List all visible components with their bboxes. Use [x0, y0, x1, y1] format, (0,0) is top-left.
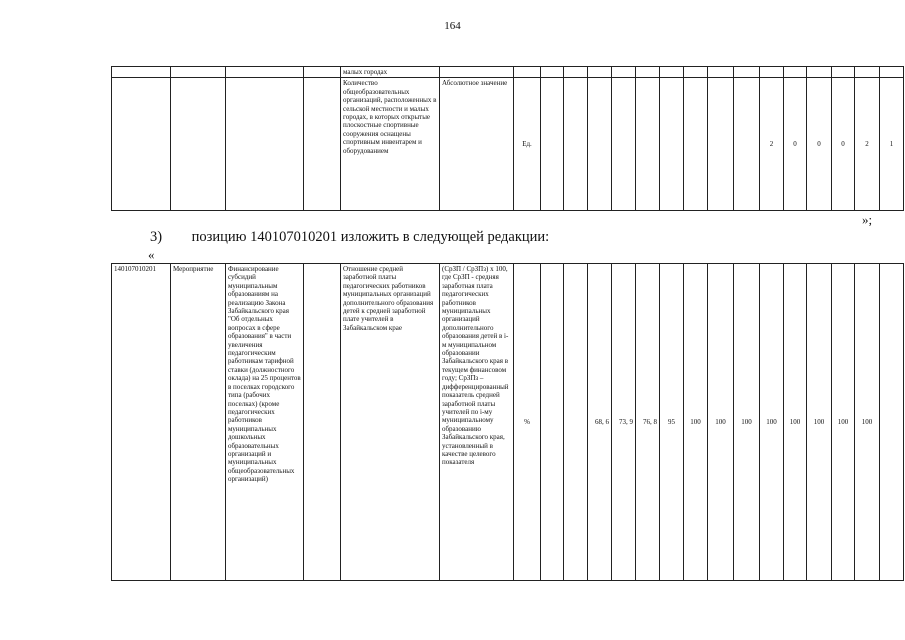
indicator-cell: Отношение средней заработной платы педагогических работников муниципальных организаций дополнительного образования детей к средней заработной плате учителей в Забайкальском крае [341, 264, 440, 581]
indicator-cell: Количество общеобразовательных организаций, расположенных в сельской местности и малых городах, в которых открытые плоскостные спортивные сооружения оснащены спортивным инвентарем и оборудованием [341, 78, 440, 211]
value-cell: 100 [784, 264, 807, 581]
value-cell: 0 [784, 78, 807, 211]
formula-cell: Абсолютное значение [440, 78, 514, 211]
value-cell: 76, 8 [636, 264, 660, 581]
table-row [112, 67, 904, 78]
value-cell: 100 [708, 264, 734, 581]
value-cell [564, 264, 588, 581]
value-cell [636, 78, 660, 211]
top-table [111, 66, 904, 211]
name-cell: Финансирование субсидий муниципальным образованиям на реализацию Закона Забайкальского края "Об отдельных вопросах в сфере образования" в части увеличения педагогическим работникам тарифной ставки (должностного оклада) на 25 процентов в поселках городского типа (рабочих поселках) (кроме педагогических работников муниципальных дошкольных образовательных организаций и муниципальных общеобразовательных организаций) [226, 264, 304, 581]
value-cell: 2 [855, 78, 880, 211]
unit-cell: Ед. [514, 78, 541, 211]
amendment-paragraph [150, 229, 549, 246]
value-cell: 1 [880, 78, 904, 211]
value-cell: 95 [660, 264, 684, 581]
value-cell: 73, 9 [612, 264, 636, 581]
page-number: 164 [444, 20, 461, 32]
value-cell [684, 78, 708, 211]
table-row [112, 78, 904, 211]
paragraph-number: 3) [150, 229, 163, 245]
value-cell: 0 [807, 78, 832, 211]
value-cell [734, 78, 760, 211]
unit-cell: % [514, 264, 541, 581]
paragraph-text: позицию 140107010201 изложить в следующей редакции: [191, 229, 550, 245]
value-cell [708, 78, 734, 211]
value-cell: 68, 6 [588, 264, 612, 581]
indicator-cell: малых городах [341, 67, 440, 78]
value-cell: 100 [832, 264, 855, 581]
code-cell: 140107010201 [112, 264, 171, 581]
table-row [112, 264, 904, 581]
value-cell: 2 [760, 78, 784, 211]
formula-cell: (СрЗП / СрЗПз) х 100, где СрЗП - средняя заработная плата педагогических работников муниципальных организаций дополнительного образования детей в i-м муниципальном образовании Забайкальского края в текущем финансовом году; СрЗПз – дифференцированный показатель средней заработной платы учителей по i-му муниципальному образованию Забайкальского края, установленный в качестве целевого показателя [440, 264, 514, 581]
value-cell: 100 [760, 264, 784, 581]
opening-quote: « [148, 247, 155, 262]
value-cell: 100 [855, 264, 880, 581]
closing-quote: »; [862, 212, 873, 227]
value-cell: 0 [832, 78, 855, 211]
value-cell: 100 [807, 264, 832, 581]
value-cell [660, 78, 684, 211]
value-cell: 100 [684, 264, 708, 581]
bottom-table [111, 263, 904, 581]
type-cell: Мероприятие [171, 264, 226, 581]
value-cell: 100 [734, 264, 760, 581]
